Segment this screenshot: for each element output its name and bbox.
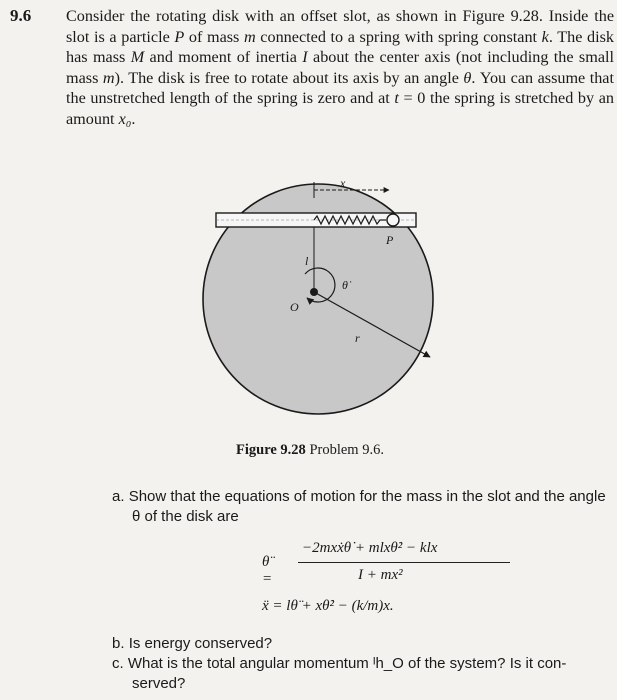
eq1-denominator: I + mx² (358, 567, 403, 583)
problem-number: 9.6 (10, 6, 32, 25)
label-r: r (355, 331, 360, 345)
fraction-bar (298, 562, 510, 563)
disk-diagram (190, 170, 450, 430)
part-a-line2: θ of the disk are (132, 508, 239, 525)
label-x: x (340, 176, 346, 190)
figure-9-28 (190, 170, 450, 430)
eq1-lhs: θ̈ = (262, 554, 273, 587)
parts-b-c (112, 634, 612, 694)
part-a-label: a. (112, 488, 125, 505)
figure-caption: Figure 9.28 Problem 9.6. (236, 442, 384, 458)
part-a-line1: Show that the equations of motion for the mass in the slot and the angle (128, 488, 606, 505)
part-c-line1: What is the total angular momentum ᴵh_O of the system? Is it con- (127, 655, 567, 672)
part-b-label: b. (112, 635, 125, 652)
particle-p (387, 214, 399, 226)
problem-statement: Consider the rotating disk with an offset slot, as shown in Figure 9.28. Inside the slot is a particle P of mass m connected to a spring with spring constant k. The disk has mass M and moment of inertia I about the center axis (not including the small mass m). The disk is free to rotate about its axis by an angle θ. You can assume that the unstretched length of the spring is zero and at t = 0 the spring is stretched by an amount x₀. (66, 7, 614, 128)
eq1-numerator: −2mxẋθ̇ + mlxθ̇² − klx (302, 540, 438, 556)
equation-x: ẍ = lθ̈ + xθ̇² − (k/m)x. (262, 598, 394, 614)
part-c-label: c. (112, 655, 124, 672)
label-o: O (290, 300, 299, 314)
part-b-text: Is energy conserved? (128, 635, 273, 652)
part-c-line2: served? (132, 675, 186, 692)
label-theta-dot: θ̇ (342, 278, 348, 292)
part-a (112, 487, 612, 527)
label-l: l (305, 254, 309, 268)
label-p: P (386, 233, 394, 247)
